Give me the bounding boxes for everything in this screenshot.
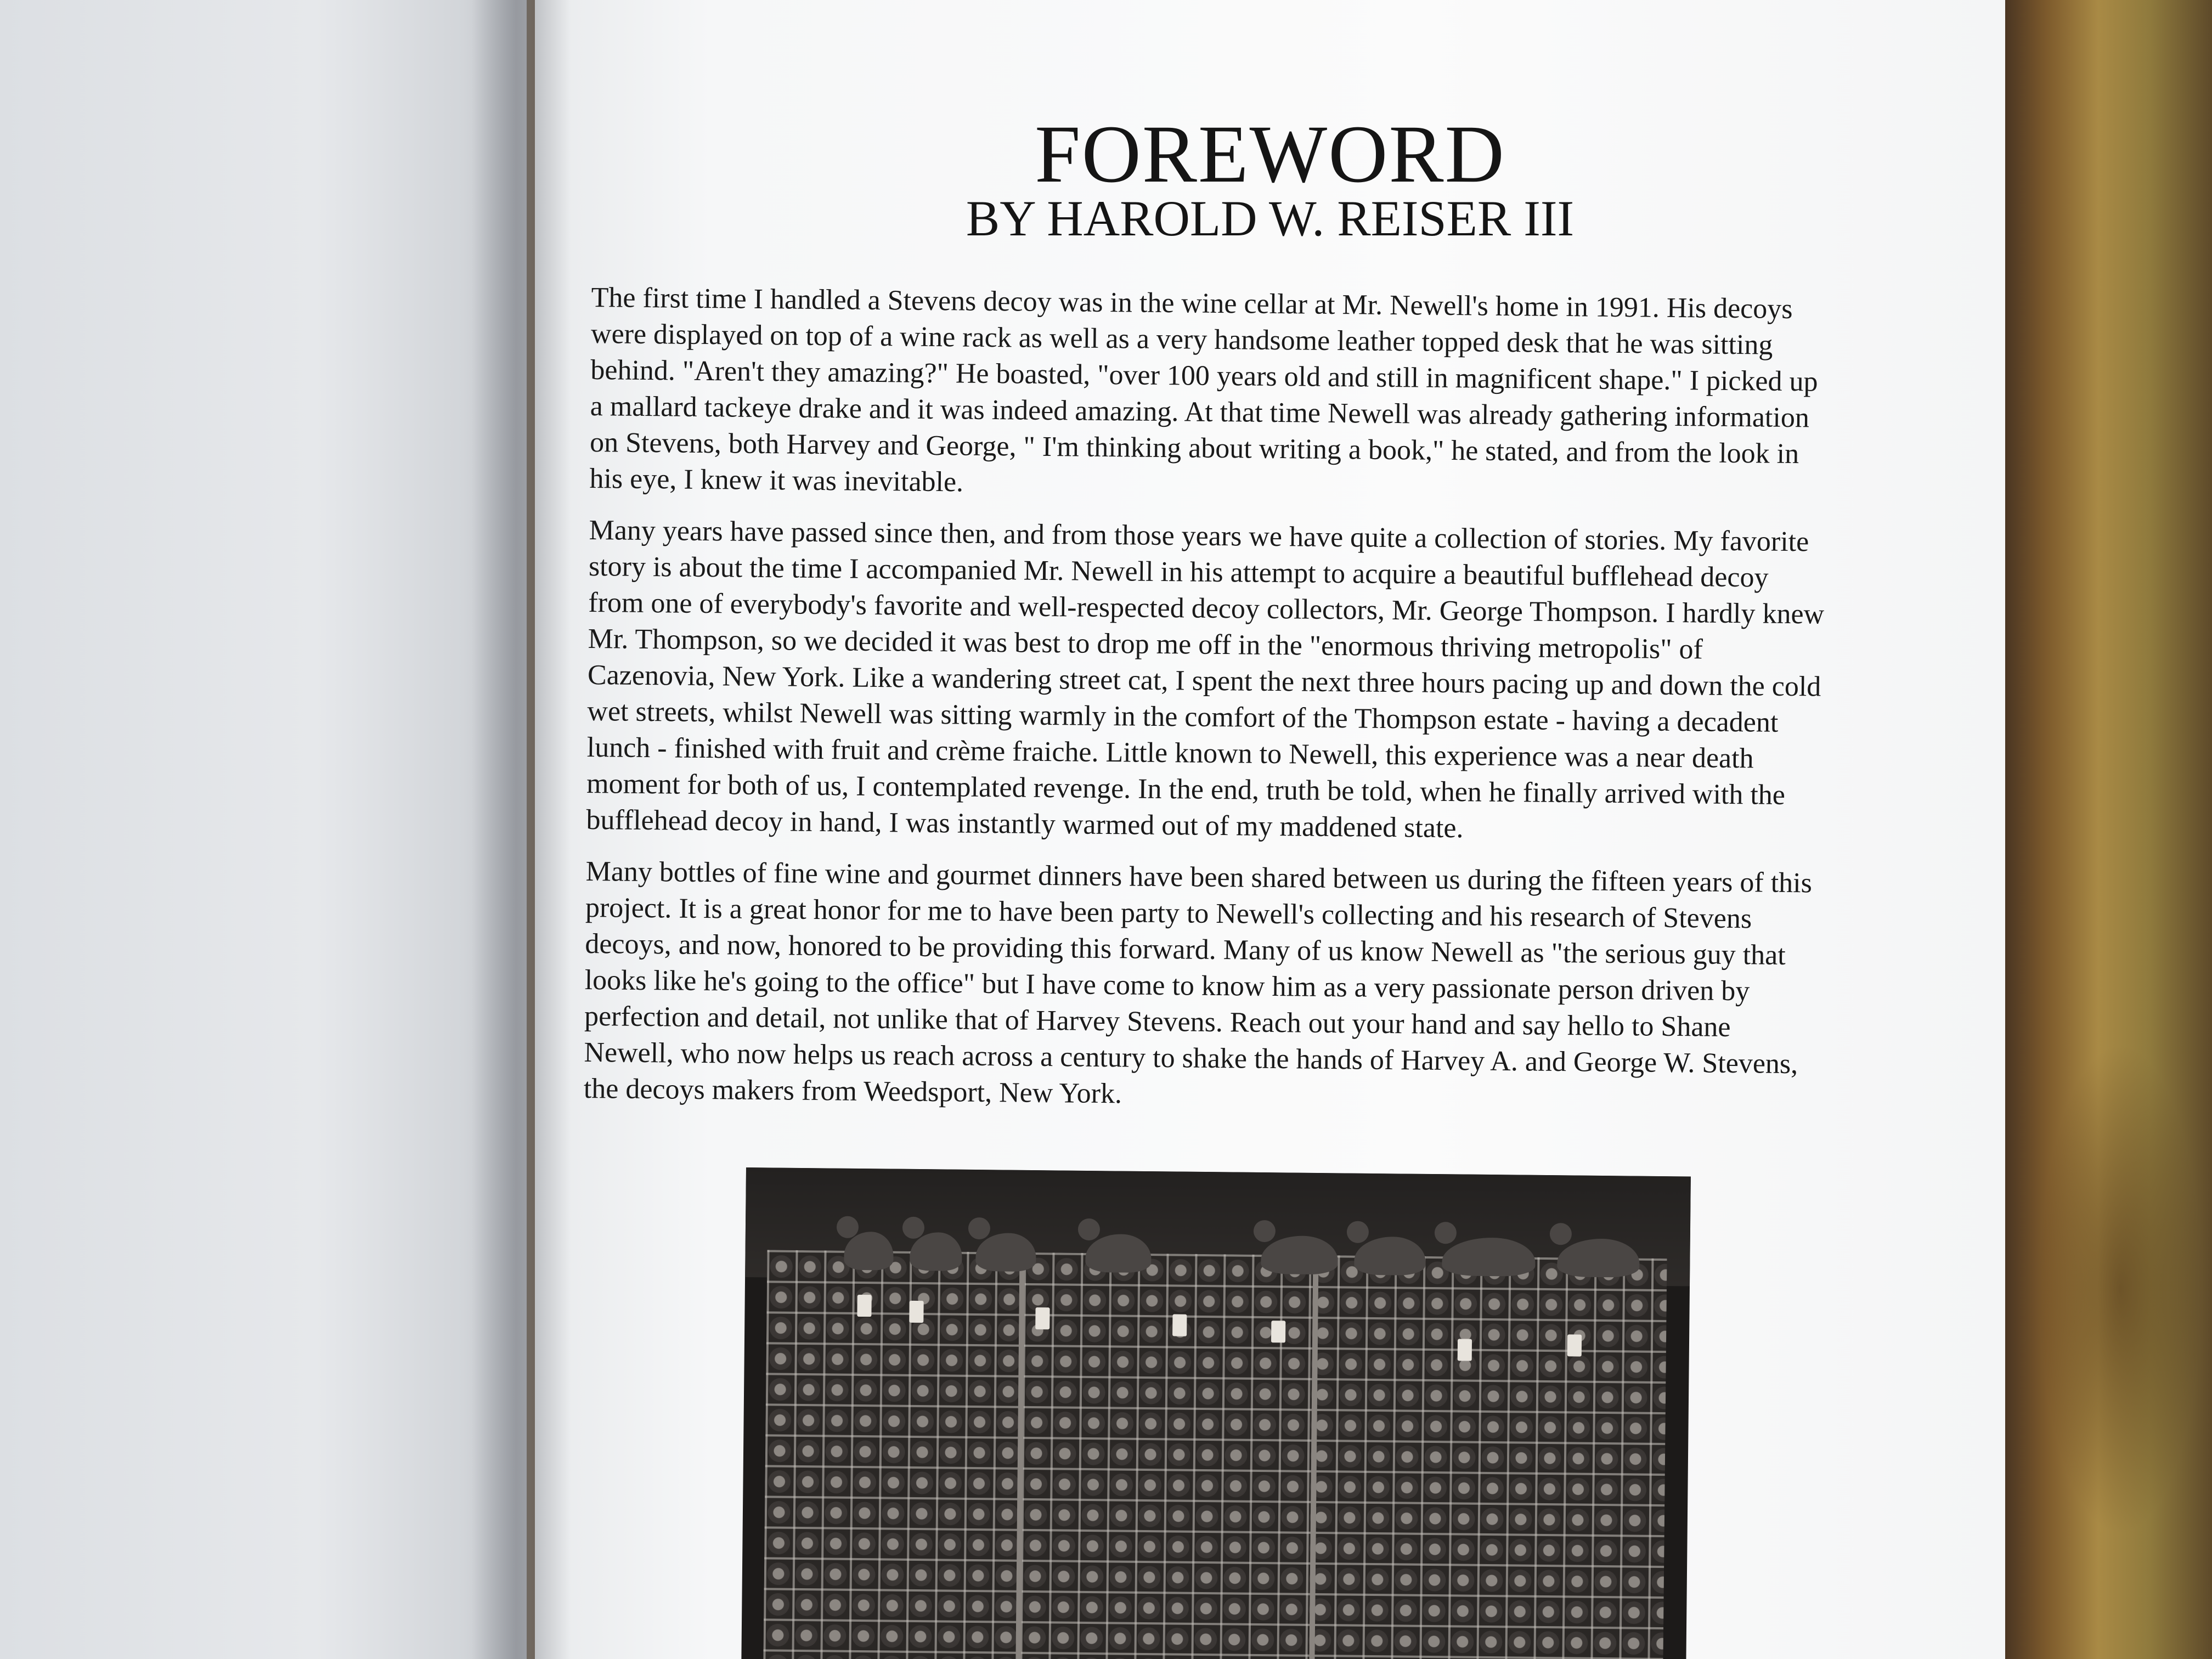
page-subtitle: BY HAROLD W. REISER III bbox=[966, 190, 1575, 246]
paragraph: Many bottles of fine wine and gourmet dinners have been shared between us during the fifteen years of this project. It is a great honor for me to have been party to Newell's collecting and his research of Stevens decoys, and now, honored to be providing this forward. Many of us know Newell as "the serious guy that looks like he's going to the office" but I have come to know him as a very passionate person driven by perfection and detail, not unlike that of Harvey Stevens. Reach out your hand and say hello to Shane Newell, who now helps us reach across a century to shake the hands of Harvey A. and George W. Stevens, the decoys makers from Weedsport, New York. bbox=[583, 855, 1813, 1110]
bottle-tag bbox=[909, 1301, 923, 1323]
paragraph: Many years have passed since then, and from those years we have quite a collection of stories. My favorite story is about the time I accompanied Mr. Newell in his attempt to acquire a beautiful bufflehead decoy from one of everybody's favorite and well-respected decoy collectors, Mr. George Thompson. I hardly knew Mr. Thompson, so we decided it was best to drop me off in the "enormous thriving metropolis" of Cazenovia, New York. Like a wandering street cat, I spent the next three hours pacing up and down the cold wet streets, whilst Newell was sitting warmly in the comfort of the Thompson estate - having a decadent lunch - finished with fruit and crème fraiche. Little known to Newell, this experience was a near death moment for both of us, I contemplated revenge. In the end, truth be told, when he finally arrived with the bufflehead decoy in hand, I was instantly warmed out of my maddened state. bbox=[586, 514, 1825, 844]
body-text bbox=[583, 280, 1831, 1135]
paragraph: The first time I handled a Stevens decoy was in the wine cellar at Mr. Newell's home in 1991. His decoys were displayed on top of a wine rack as well as a very handsome leather topped desk that he was sitting behind. "Aren't they amazing?" He boasted, "over 100 years old and still in magnificent shape." I picked up a mallard tackeye drake and it was indeed amazing. At that time Newell was already gathering information on Stevens, both Harvey and George, " I'm thinking about writing a book," he stated, and from the look in his eye, I knew it was inevitable. bbox=[589, 281, 1818, 498]
bottle-tag bbox=[1271, 1321, 1285, 1342]
bottle-tag bbox=[1172, 1314, 1187, 1336]
right-page bbox=[535, 0, 2005, 1659]
bottle-tag bbox=[1567, 1334, 1582, 1356]
wine-rack bbox=[763, 1250, 1667, 1659]
bottle-tag bbox=[857, 1295, 871, 1317]
book-cover-edge bbox=[2005, 0, 2212, 1659]
wine-rack-photo bbox=[741, 1167, 1691, 1659]
book-gutter bbox=[472, 0, 571, 1659]
bottle-tag bbox=[1035, 1307, 1049, 1329]
bottle-tag bbox=[1458, 1339, 1472, 1361]
page-title: FOREWORD bbox=[1035, 109, 1505, 200]
left-page bbox=[0, 0, 527, 1659]
